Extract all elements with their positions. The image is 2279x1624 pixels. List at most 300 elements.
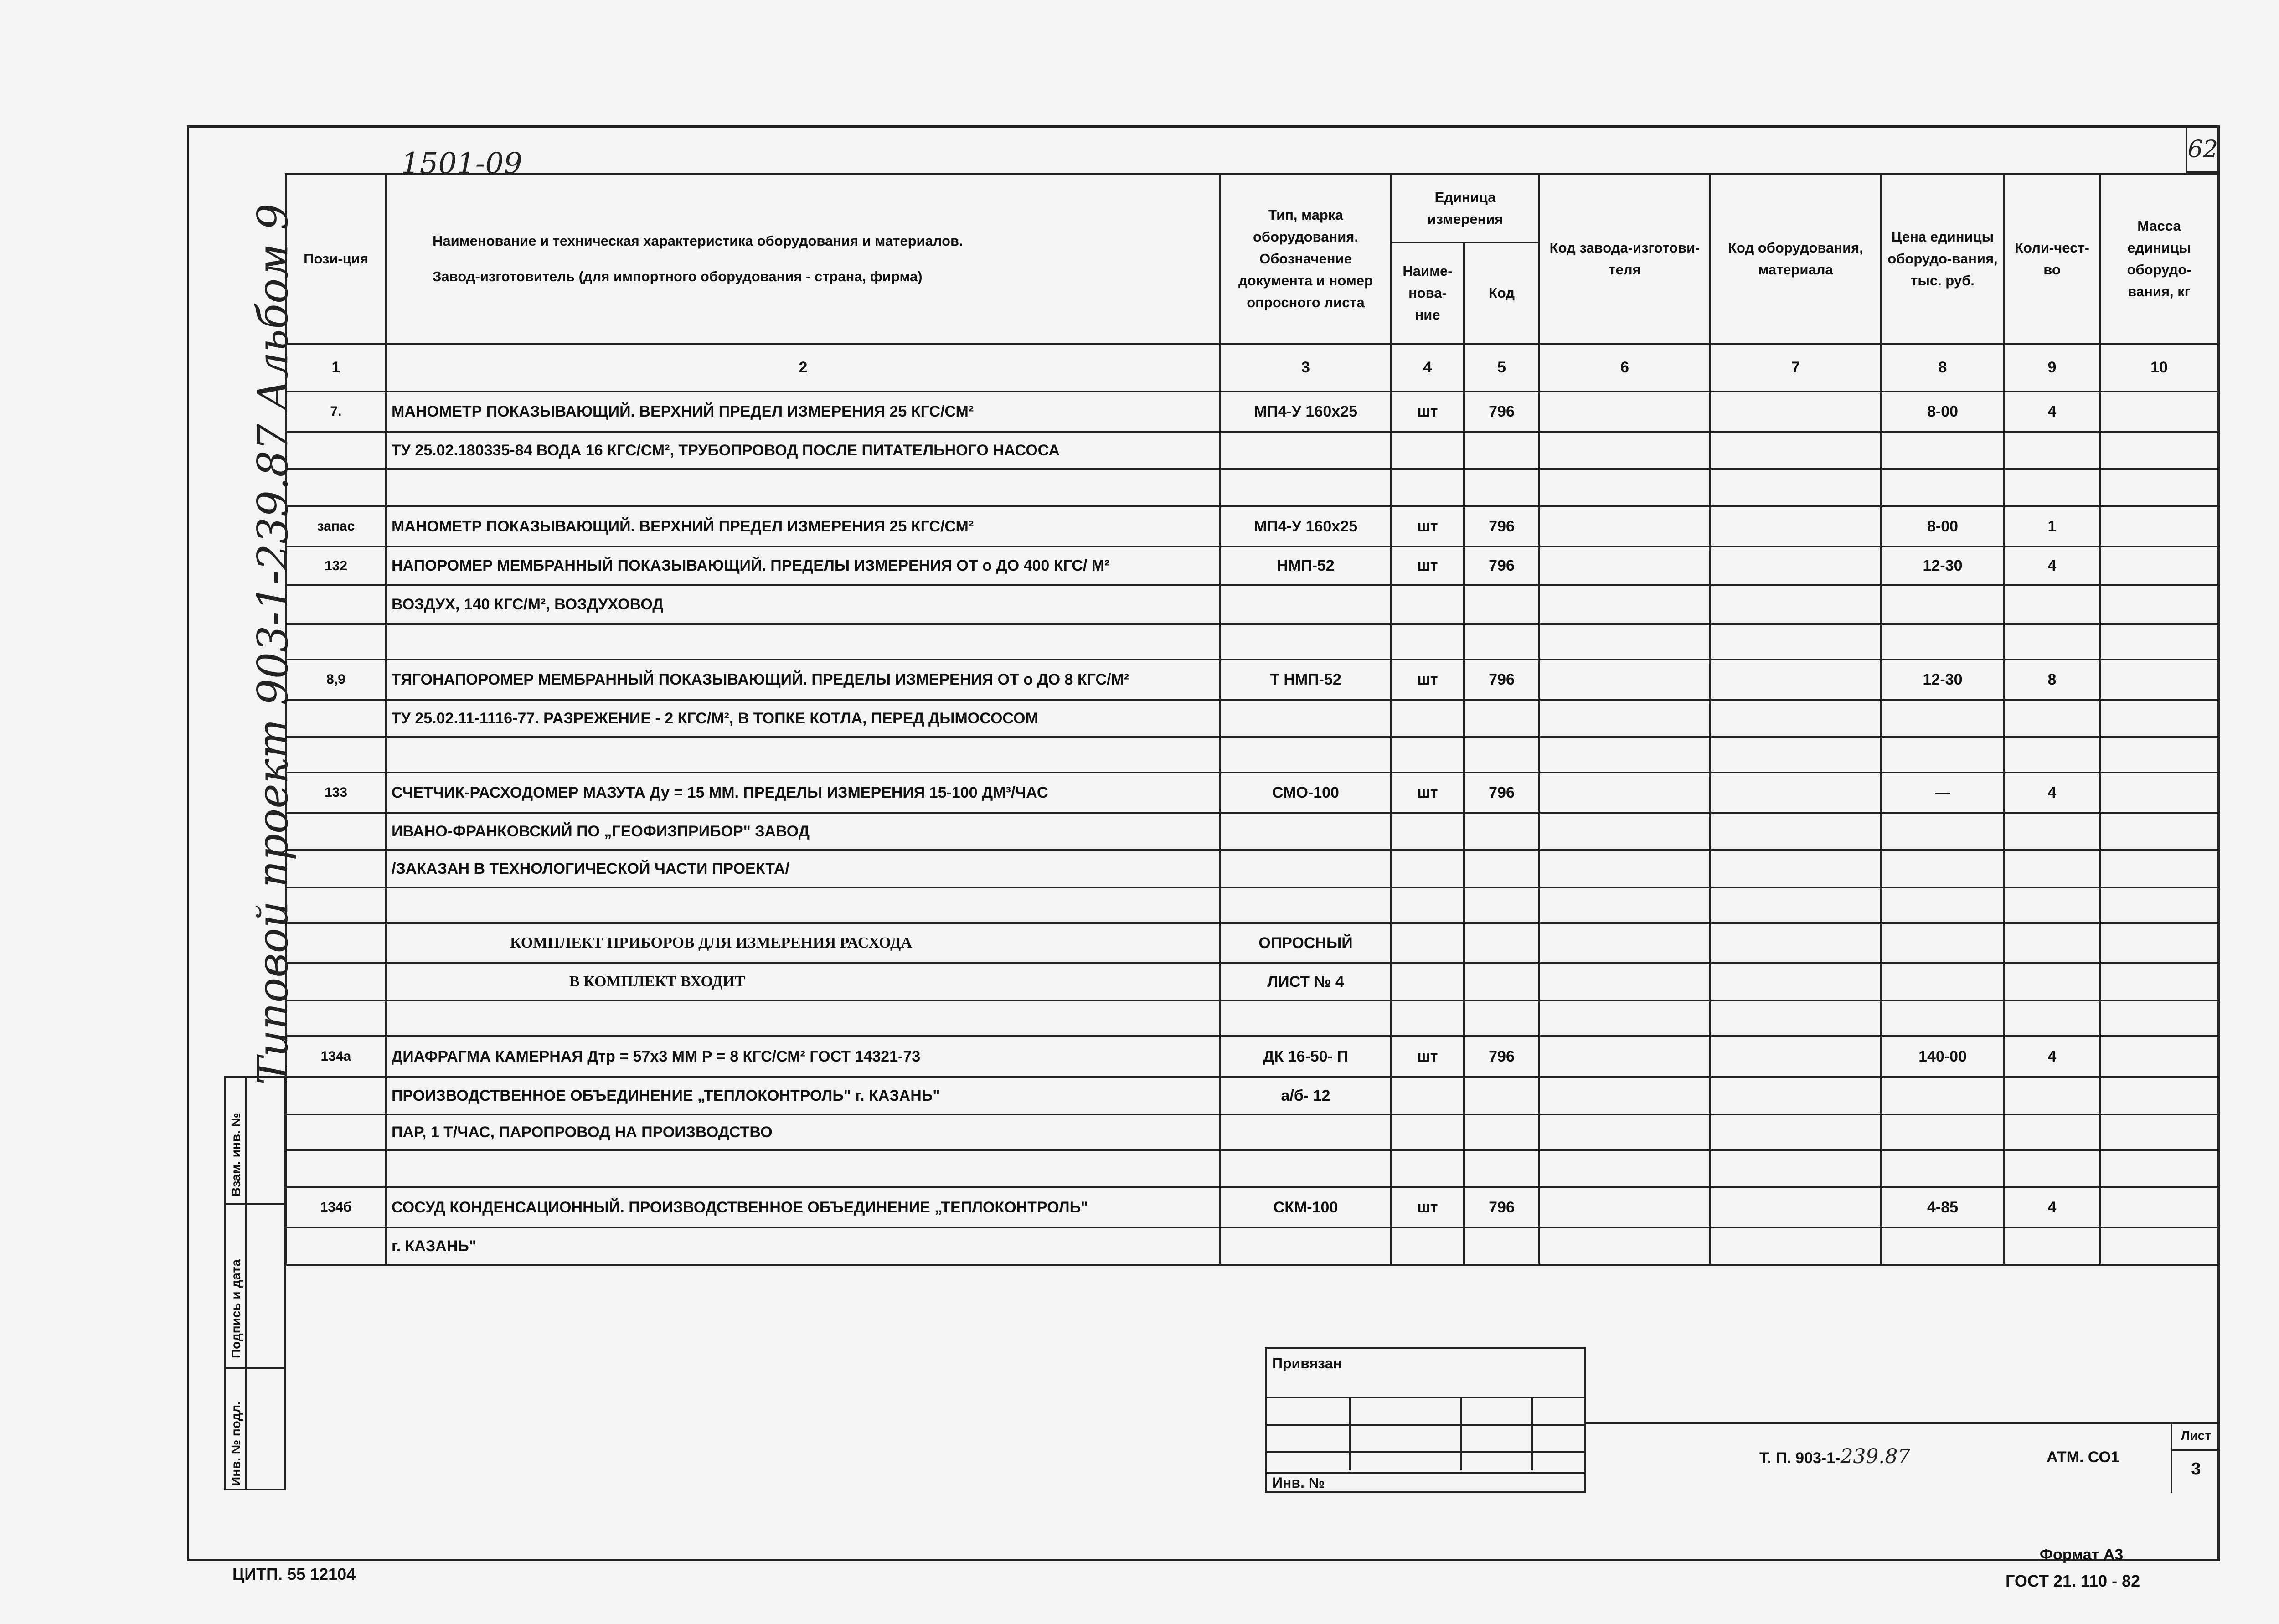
cell-pos <box>286 469 386 506</box>
cell-maker <box>1539 469 1710 506</box>
cell-code <box>1464 700 1539 737</box>
cell-equip <box>1710 1187 1881 1227</box>
table-row <box>286 700 2218 737</box>
cell-price <box>1881 850 2004 887</box>
col-num-3: 3 <box>1220 344 1391 392</box>
cell-pos <box>286 700 386 737</box>
cell-name: ДИАФРАГМА КАМЕРНАЯ Дтр = 57х3 ММ Р = 8 КГС/СМ² ГОСТ 14321-73 <box>386 1036 1220 1077</box>
cell-name: В КОМПЛЕКТ ВХОДИТ <box>386 963 1220 1000</box>
sheet-number: 3 <box>2191 1459 2201 1479</box>
cell-name: ПРОИЗВОДСТВЕННОЕ ОБЪЕДИНЕНИЕ „ТЕПЛОКОНТРОЛЬ" г. КАЗАНЬ" <box>386 1077 1220 1114</box>
cell-unit <box>1391 1000 1464 1036</box>
side-note: Типовой проект 903-1-239.87 Альбом 9 <box>248 203 297 1085</box>
cell-price <box>1881 432 2004 469</box>
cell-qty: 4 <box>2004 773 2100 813</box>
table-row <box>286 392 2218 432</box>
cell-maker <box>1539 1150 1710 1187</box>
cell-code: 796 <box>1464 546 1539 585</box>
table-row <box>286 506 2218 546</box>
cell-code <box>1464 1077 1539 1114</box>
header-row <box>286 174 2218 242</box>
cell-name: ТУ 25.02.180335-84 ВОДА 16 КГС/СМ², ТРУБОПРОВОД ПОСЛЕ ПИТАТЕЛЬНОГО НАСОСА <box>386 432 1220 469</box>
cell-code <box>1464 469 1539 506</box>
cell-price <box>1881 813 2004 850</box>
cell-type <box>1220 624 1391 660</box>
cell-maker <box>1539 1227 1710 1265</box>
table-row <box>286 469 2218 506</box>
col-num-5: 5 <box>1464 344 1539 392</box>
cell-mass <box>2100 887 2218 923</box>
cell-equip <box>1710 392 1881 432</box>
cell-mass <box>2100 963 2218 1000</box>
col-num-2: 2 <box>386 344 1220 392</box>
cell-pos: запас <box>286 506 386 546</box>
cell-qty <box>2004 469 2100 506</box>
cell-maker <box>1539 887 1710 923</box>
cell-pos <box>286 432 386 469</box>
cell-name <box>386 1000 1220 1036</box>
cell-code: 796 <box>1464 392 1539 432</box>
cell-type: НМП-52 <box>1220 546 1391 585</box>
page-number: 62 <box>2187 136 2218 163</box>
cell-price: 8-00 <box>1881 392 2004 432</box>
cell-mass <box>2100 1150 2218 1187</box>
cell-maker <box>1539 1000 1710 1036</box>
cell-equip <box>1710 546 1881 585</box>
cell-pos: 7. <box>286 392 386 432</box>
footer-format: Формат А3 <box>2040 1546 2124 1563</box>
header-name-line1: Наименование и техническая характеристика оборудования и материалов. <box>433 232 963 249</box>
cell-mass <box>2100 1114 2218 1150</box>
cell-unit <box>1391 1114 1464 1150</box>
cell-maker <box>1539 1036 1710 1077</box>
cell-price <box>1881 585 2004 624</box>
table-row <box>286 773 2218 813</box>
page-number-box <box>2186 128 2218 173</box>
table-row <box>286 963 2218 1000</box>
cell-pos <box>286 813 386 850</box>
cell-code: 796 <box>1464 773 1539 813</box>
col-num-6: 6 <box>1539 344 1710 392</box>
cell-maker <box>1539 773 1710 813</box>
cell-mass <box>2100 469 2218 506</box>
cell-qty: 1 <box>2004 506 2100 546</box>
cell-price: 140-00 <box>1881 1036 2004 1077</box>
table-row <box>286 737 2218 773</box>
cell-qty <box>2004 1150 2100 1187</box>
cell-code: 796 <box>1464 660 1539 700</box>
cell-equip <box>1710 469 1881 506</box>
cell-type <box>1220 432 1391 469</box>
cell-unit <box>1391 737 1464 773</box>
table-row <box>286 624 2218 660</box>
cell-unit: шт <box>1391 773 1464 813</box>
cell-equip <box>1710 585 1881 624</box>
cell-pos <box>286 963 386 1000</box>
cell-name <box>386 1150 1220 1187</box>
header-pos: Пози-ция <box>286 174 386 344</box>
table-row <box>286 1227 2218 1265</box>
cell-unit <box>1391 923 1464 963</box>
cell-pos <box>286 1150 386 1187</box>
cell-code: 796 <box>1464 1187 1539 1227</box>
cell-unit <box>1391 432 1464 469</box>
header-price: Цена единицы оборудо-вания, тыс. руб. <box>1881 174 2004 344</box>
cell-unit <box>1391 850 1464 887</box>
cell-pos <box>286 850 386 887</box>
cell-name: ВОЗДУХ, 140 КГС/М², ВОЗДУХОВОД <box>386 585 1220 624</box>
cell-price <box>1881 1077 2004 1114</box>
cell-code: 796 <box>1464 506 1539 546</box>
table-row <box>286 1150 2218 1187</box>
cell-mass <box>2100 813 2218 850</box>
col-num-9: 9 <box>2004 344 2100 392</box>
cell-equip <box>1710 624 1881 660</box>
cell-qty <box>2004 1000 2100 1036</box>
cell-equip <box>1710 887 1881 923</box>
col-num-4: 4 <box>1391 344 1464 392</box>
cell-pos: 8,9 <box>286 660 386 700</box>
cell-equip <box>1710 1227 1881 1265</box>
cell-maker <box>1539 1187 1710 1227</box>
cell-qty: 4 <box>2004 1036 2100 1077</box>
header-mass: Масса единицы оборудо-вания, кг <box>2100 174 2218 344</box>
cell-type <box>1220 1114 1391 1150</box>
cell-maker <box>1539 1077 1710 1114</box>
cell-qty <box>2004 1077 2100 1114</box>
header-name-line2: Завод-изготовитель (для импортного оборудования - страна, фирма) <box>433 268 923 284</box>
cell-equip <box>1710 1114 1881 1150</box>
cell-pos: 134а <box>286 1036 386 1077</box>
cell-qty <box>2004 850 2100 887</box>
cell-qty <box>2004 963 2100 1000</box>
cell-mass <box>2100 700 2218 737</box>
cell-type <box>1220 1000 1391 1036</box>
table-row <box>286 585 2218 624</box>
cell-price <box>1881 887 2004 923</box>
table-row <box>286 1077 2218 1114</box>
cell-type: ОПРОСНЫЙ <box>1220 923 1391 963</box>
cell-type <box>1220 585 1391 624</box>
cell-mass <box>2100 506 2218 546</box>
cell-price: — <box>1881 773 2004 813</box>
cell-type <box>1220 737 1391 773</box>
cell-name <box>386 624 1220 660</box>
cell-type: СКМ-100 <box>1220 1187 1391 1227</box>
cell-price <box>1881 624 2004 660</box>
cell-equip <box>1710 660 1881 700</box>
cell-unit: шт <box>1391 506 1464 546</box>
cell-maker <box>1539 624 1710 660</box>
cell-code <box>1464 1000 1539 1036</box>
col-num-8: 8 <box>1881 344 2004 392</box>
cell-maker <box>1539 700 1710 737</box>
cell-name <box>386 469 1220 506</box>
table-row <box>286 1187 2218 1227</box>
cell-equip <box>1710 1077 1881 1114</box>
cell-qty <box>2004 624 2100 660</box>
cell-name: ПАР, 1 Т/ЧАС, ПАРОПРОВОД НА ПРОИЗВОДСТВО <box>386 1114 1220 1150</box>
cell-pos <box>286 1000 386 1036</box>
cell-type: МП4-У 160х25 <box>1220 392 1391 432</box>
cell-unit: шт <box>1391 660 1464 700</box>
cell-type <box>1220 1150 1391 1187</box>
col-num-1: 1 <box>286 344 386 392</box>
cell-pos <box>286 1077 386 1114</box>
cell-maker <box>1539 392 1710 432</box>
cell-code <box>1464 923 1539 963</box>
cell-price <box>1881 700 2004 737</box>
cell-name: г. КАЗАНЬ" <box>386 1227 1220 1265</box>
column-number-row <box>286 344 2218 392</box>
cell-code <box>1464 813 1539 850</box>
table-row <box>286 813 2218 850</box>
attachment-stamp <box>1265 1347 1586 1493</box>
cell-unit: шт <box>1391 1036 1464 1077</box>
cell-mass <box>2100 1036 2218 1077</box>
cell-type <box>1220 887 1391 923</box>
cell-pos <box>286 887 386 923</box>
cell-pos <box>286 923 386 963</box>
header-unit-name: Наиме-нова-ние <box>1391 242 1464 344</box>
col-num-7: 7 <box>1710 344 1881 392</box>
cell-maker <box>1539 813 1710 850</box>
table-row <box>286 432 2218 469</box>
cell-mass <box>2100 923 2218 963</box>
table-row <box>286 887 2218 923</box>
table-row <box>286 923 2218 963</box>
cell-unit: шт <box>1391 546 1464 585</box>
cell-code <box>1464 850 1539 887</box>
cell-code <box>1464 432 1539 469</box>
stamp-inv-no: Инв. № <box>1272 1474 1325 1491</box>
cell-equip <box>1710 963 1881 1000</box>
cell-equip <box>1710 1000 1881 1036</box>
cell-equip <box>1710 432 1881 469</box>
cell-price: 12-30 <box>1881 546 2004 585</box>
header-qty: Коли-чест-во <box>2004 174 2100 344</box>
cell-equip <box>1710 737 1881 773</box>
cell-unit <box>1391 700 1464 737</box>
cell-unit <box>1391 813 1464 850</box>
cell-unit: шт <box>1391 1187 1464 1227</box>
cell-equip <box>1710 700 1881 737</box>
side-stamp-value-strip <box>245 1076 286 1490</box>
cell-maker <box>1539 923 1710 963</box>
sheet-code: 1501-09 <box>401 147 522 180</box>
cell-qty <box>2004 432 2100 469</box>
cell-pos <box>286 624 386 660</box>
cell-mass <box>2100 773 2218 813</box>
cell-code <box>1464 887 1539 923</box>
cell-price <box>1881 737 2004 773</box>
cell-unit <box>1391 1150 1464 1187</box>
cell-pos: 134б <box>286 1187 386 1227</box>
header-equip-code: Код оборудования, материала <box>1710 174 1881 344</box>
cell-unit: шт <box>1391 392 1464 432</box>
specification-rows <box>286 392 2218 1265</box>
cell-qty <box>2004 737 2100 773</box>
cell-equip <box>1710 506 1881 546</box>
doc-section: АТМ. СО1 <box>2047 1449 2119 1466</box>
cell-equip <box>1710 813 1881 850</box>
cell-code <box>1464 1227 1539 1265</box>
cell-pos: 133 <box>286 773 386 813</box>
cell-maker <box>1539 737 1710 773</box>
cell-mass <box>2100 1000 2218 1036</box>
table-row <box>286 1000 2218 1036</box>
cell-price <box>1881 923 2004 963</box>
sheet-box <box>2171 1422 2220 1493</box>
cell-mass <box>2100 660 2218 700</box>
cell-maker <box>1539 850 1710 887</box>
cell-equip <box>1710 1150 1881 1187</box>
cell-equip <box>1710 923 1881 963</box>
cell-type <box>1220 813 1391 850</box>
cell-price <box>1881 1000 2004 1036</box>
cell-type <box>1220 1227 1391 1265</box>
cell-maker <box>1539 963 1710 1000</box>
stamp-attached: Привязан <box>1272 1355 1342 1371</box>
cell-qty <box>2004 585 2100 624</box>
cell-name <box>386 887 1220 923</box>
title-block-line <box>1586 1422 2220 1424</box>
cell-name: МАНОМЕТР ПОКАЗЫВАЮЩИЙ. ВЕРХНИЙ ПРЕДЕЛ ИЗМЕРЕНИЯ 25 КГС/СМ² <box>386 506 1220 546</box>
cell-type: ДК 16-50- П <box>1220 1036 1391 1077</box>
cell-pos: 132 <box>286 546 386 585</box>
cell-pos <box>286 737 386 773</box>
cell-unit <box>1391 469 1464 506</box>
cell-qty: 4 <box>2004 546 2100 585</box>
cell-qty <box>2004 813 2100 850</box>
cell-mass <box>2100 850 2218 887</box>
cell-pos <box>286 1114 386 1150</box>
header-name <box>386 174 1220 344</box>
cell-name <box>386 737 1220 773</box>
col-num-10: 10 <box>2100 344 2218 392</box>
table-row <box>286 660 2218 700</box>
cell-name: НАПОРОМЕР МЕМБРАННЫЙ ПОКАЗЫВАЮЩИЙ. ПРЕДЕЛЫ ИЗМЕРЕНИЯ ОТ о ДО 400 КГС/ М² <box>386 546 1220 585</box>
cell-qty: 4 <box>2004 1187 2100 1227</box>
cell-mass <box>2100 624 2218 660</box>
cell-code: 796 <box>1464 1036 1539 1077</box>
cell-price <box>1881 469 2004 506</box>
cell-code <box>1464 737 1539 773</box>
doc-code <box>1759 1445 1910 1468</box>
cell-unit <box>1391 887 1464 923</box>
cell-unit <box>1391 624 1464 660</box>
cell-pos <box>286 1227 386 1265</box>
cell-price: 4-85 <box>1881 1187 2004 1227</box>
cell-equip <box>1710 1036 1881 1077</box>
table-row <box>286 546 2218 585</box>
cell-maker <box>1539 432 1710 469</box>
cell-maker <box>1539 585 1710 624</box>
side-stamp-divider <box>224 1367 286 1369</box>
cell-name: СОСУД КОНДЕНСАЦИОННЫЙ. ПРОИЗВОДСТВЕННОЕ ОБЪЕДИНЕНИЕ „ТЕПЛОКОНТРОЛЬ" <box>386 1187 1220 1227</box>
cell-equip <box>1710 773 1881 813</box>
doc-code-hand: 239.87 <box>1840 1445 1911 1468</box>
cell-qty <box>2004 887 2100 923</box>
table-row <box>286 1114 2218 1150</box>
table-row <box>286 850 2218 887</box>
cell-mass <box>2100 546 2218 585</box>
footer-gost: ГОСТ 21. 110 - 82 <box>2006 1572 2140 1590</box>
cell-mass <box>2100 1077 2218 1114</box>
cell-code <box>1464 963 1539 1000</box>
cell-qty: 8 <box>2004 660 2100 700</box>
cell-unit <box>1391 963 1464 1000</box>
cell-unit <box>1391 1077 1464 1114</box>
table-row <box>286 1036 2218 1077</box>
cell-name: ТЯГОНАПОРОМЕР МЕМБРАННЫЙ ПОКАЗЫВАЮЩИЙ. ПРЕДЕЛЫ ИЗМЕРЕНИЯ ОТ о ДО 8 КГС/М² <box>386 660 1220 700</box>
doc-code-prefix: Т. П. 903-1- <box>1759 1449 1841 1467</box>
header-type: Тип, марка оборудования. Обозначение документа и номер опросного листа <box>1220 174 1391 344</box>
cell-code <box>1464 624 1539 660</box>
cell-price <box>1881 963 2004 1000</box>
cell-equip <box>1710 850 1881 887</box>
cell-type: а/б- 12 <box>1220 1077 1391 1114</box>
cell-code <box>1464 585 1539 624</box>
cell-mass <box>2100 1187 2218 1227</box>
header-unit: Единица измерения <box>1391 174 1539 242</box>
cell-name: /ЗАКАЗАН В ТЕХНОЛОГИЧЕСКОЙ ЧАСТИ ПРОЕКТА/ <box>386 850 1220 887</box>
cell-pos <box>286 585 386 624</box>
cell-qty <box>2004 1114 2100 1150</box>
cell-type: ЛИСТ № 4 <box>1220 963 1391 1000</box>
cell-price <box>1881 1150 2004 1187</box>
cell-qty <box>2004 923 2100 963</box>
cell-price <box>1881 1227 2004 1265</box>
cell-type <box>1220 469 1391 506</box>
cell-name: СЧЕТЧИК-РАСХОДОМЕР МАЗУТА Ду = 15 ММ. ПРЕДЕЛЫ ИЗМЕРЕНИЯ 15-100 ДМ³/ЧАС <box>386 773 1220 813</box>
cell-name: КОМПЛЕКТ ПРИБОРОВ ДЛЯ ИЗМЕРЕНИЯ РАСХОДА <box>386 923 1220 963</box>
cell-mass <box>2100 432 2218 469</box>
cell-price: 8-00 <box>1881 506 2004 546</box>
cell-mass <box>2100 737 2218 773</box>
side-label-signature-date: Подпись и дата <box>229 1259 243 1358</box>
header-maker-code: Код завода-изготови-теля <box>1539 174 1710 344</box>
cell-type: Т НМП-52 <box>1220 660 1391 700</box>
cell-name: МАНОМЕТР ПОКАЗЫВАЮЩИЙ. ВЕРХНИЙ ПРЕДЕЛ ИЗМЕРЕНИЯ 25 КГС/СМ² <box>386 392 1220 432</box>
cell-code <box>1464 1150 1539 1187</box>
side-stamp-divider <box>224 1203 286 1205</box>
cell-maker <box>1539 660 1710 700</box>
footer-left: ЦИТП. 55 12104 <box>232 1565 356 1583</box>
cell-price <box>1881 1114 2004 1150</box>
cell-name: ИВАНО-ФРАНКОВСКИЙ ПО „ГЕОФИЗПРИБОР" ЗАВОД <box>386 813 1220 850</box>
cell-type <box>1220 700 1391 737</box>
cell-qty <box>2004 700 2100 737</box>
cell-maker <box>1539 506 1710 546</box>
cell-unit <box>1391 585 1464 624</box>
cell-mass <box>2100 585 2218 624</box>
cell-type: СМО-100 <box>1220 773 1391 813</box>
side-label-original-inv: Инв. № подл. <box>229 1401 243 1486</box>
cell-name: ТУ 25.02.11-1116-77. РАЗРЕЖЕНИЕ - 2 КГС/М², В ТОПКЕ КОТЛА, ПЕРЕД ДЫМОСОСОМ <box>386 700 1220 737</box>
cell-mass <box>2100 1227 2218 1265</box>
cell-price: 12-30 <box>1881 660 2004 700</box>
cell-unit <box>1391 1227 1464 1265</box>
cell-type <box>1220 850 1391 887</box>
specification-table <box>285 173 2219 1266</box>
sheet-label: Лист <box>2172 1422 2220 1451</box>
header-unit-code: Код <box>1464 242 1539 344</box>
cell-qty: 4 <box>2004 392 2100 432</box>
cell-qty <box>2004 1227 2100 1265</box>
cell-maker <box>1539 1114 1710 1150</box>
cell-maker <box>1539 546 1710 585</box>
